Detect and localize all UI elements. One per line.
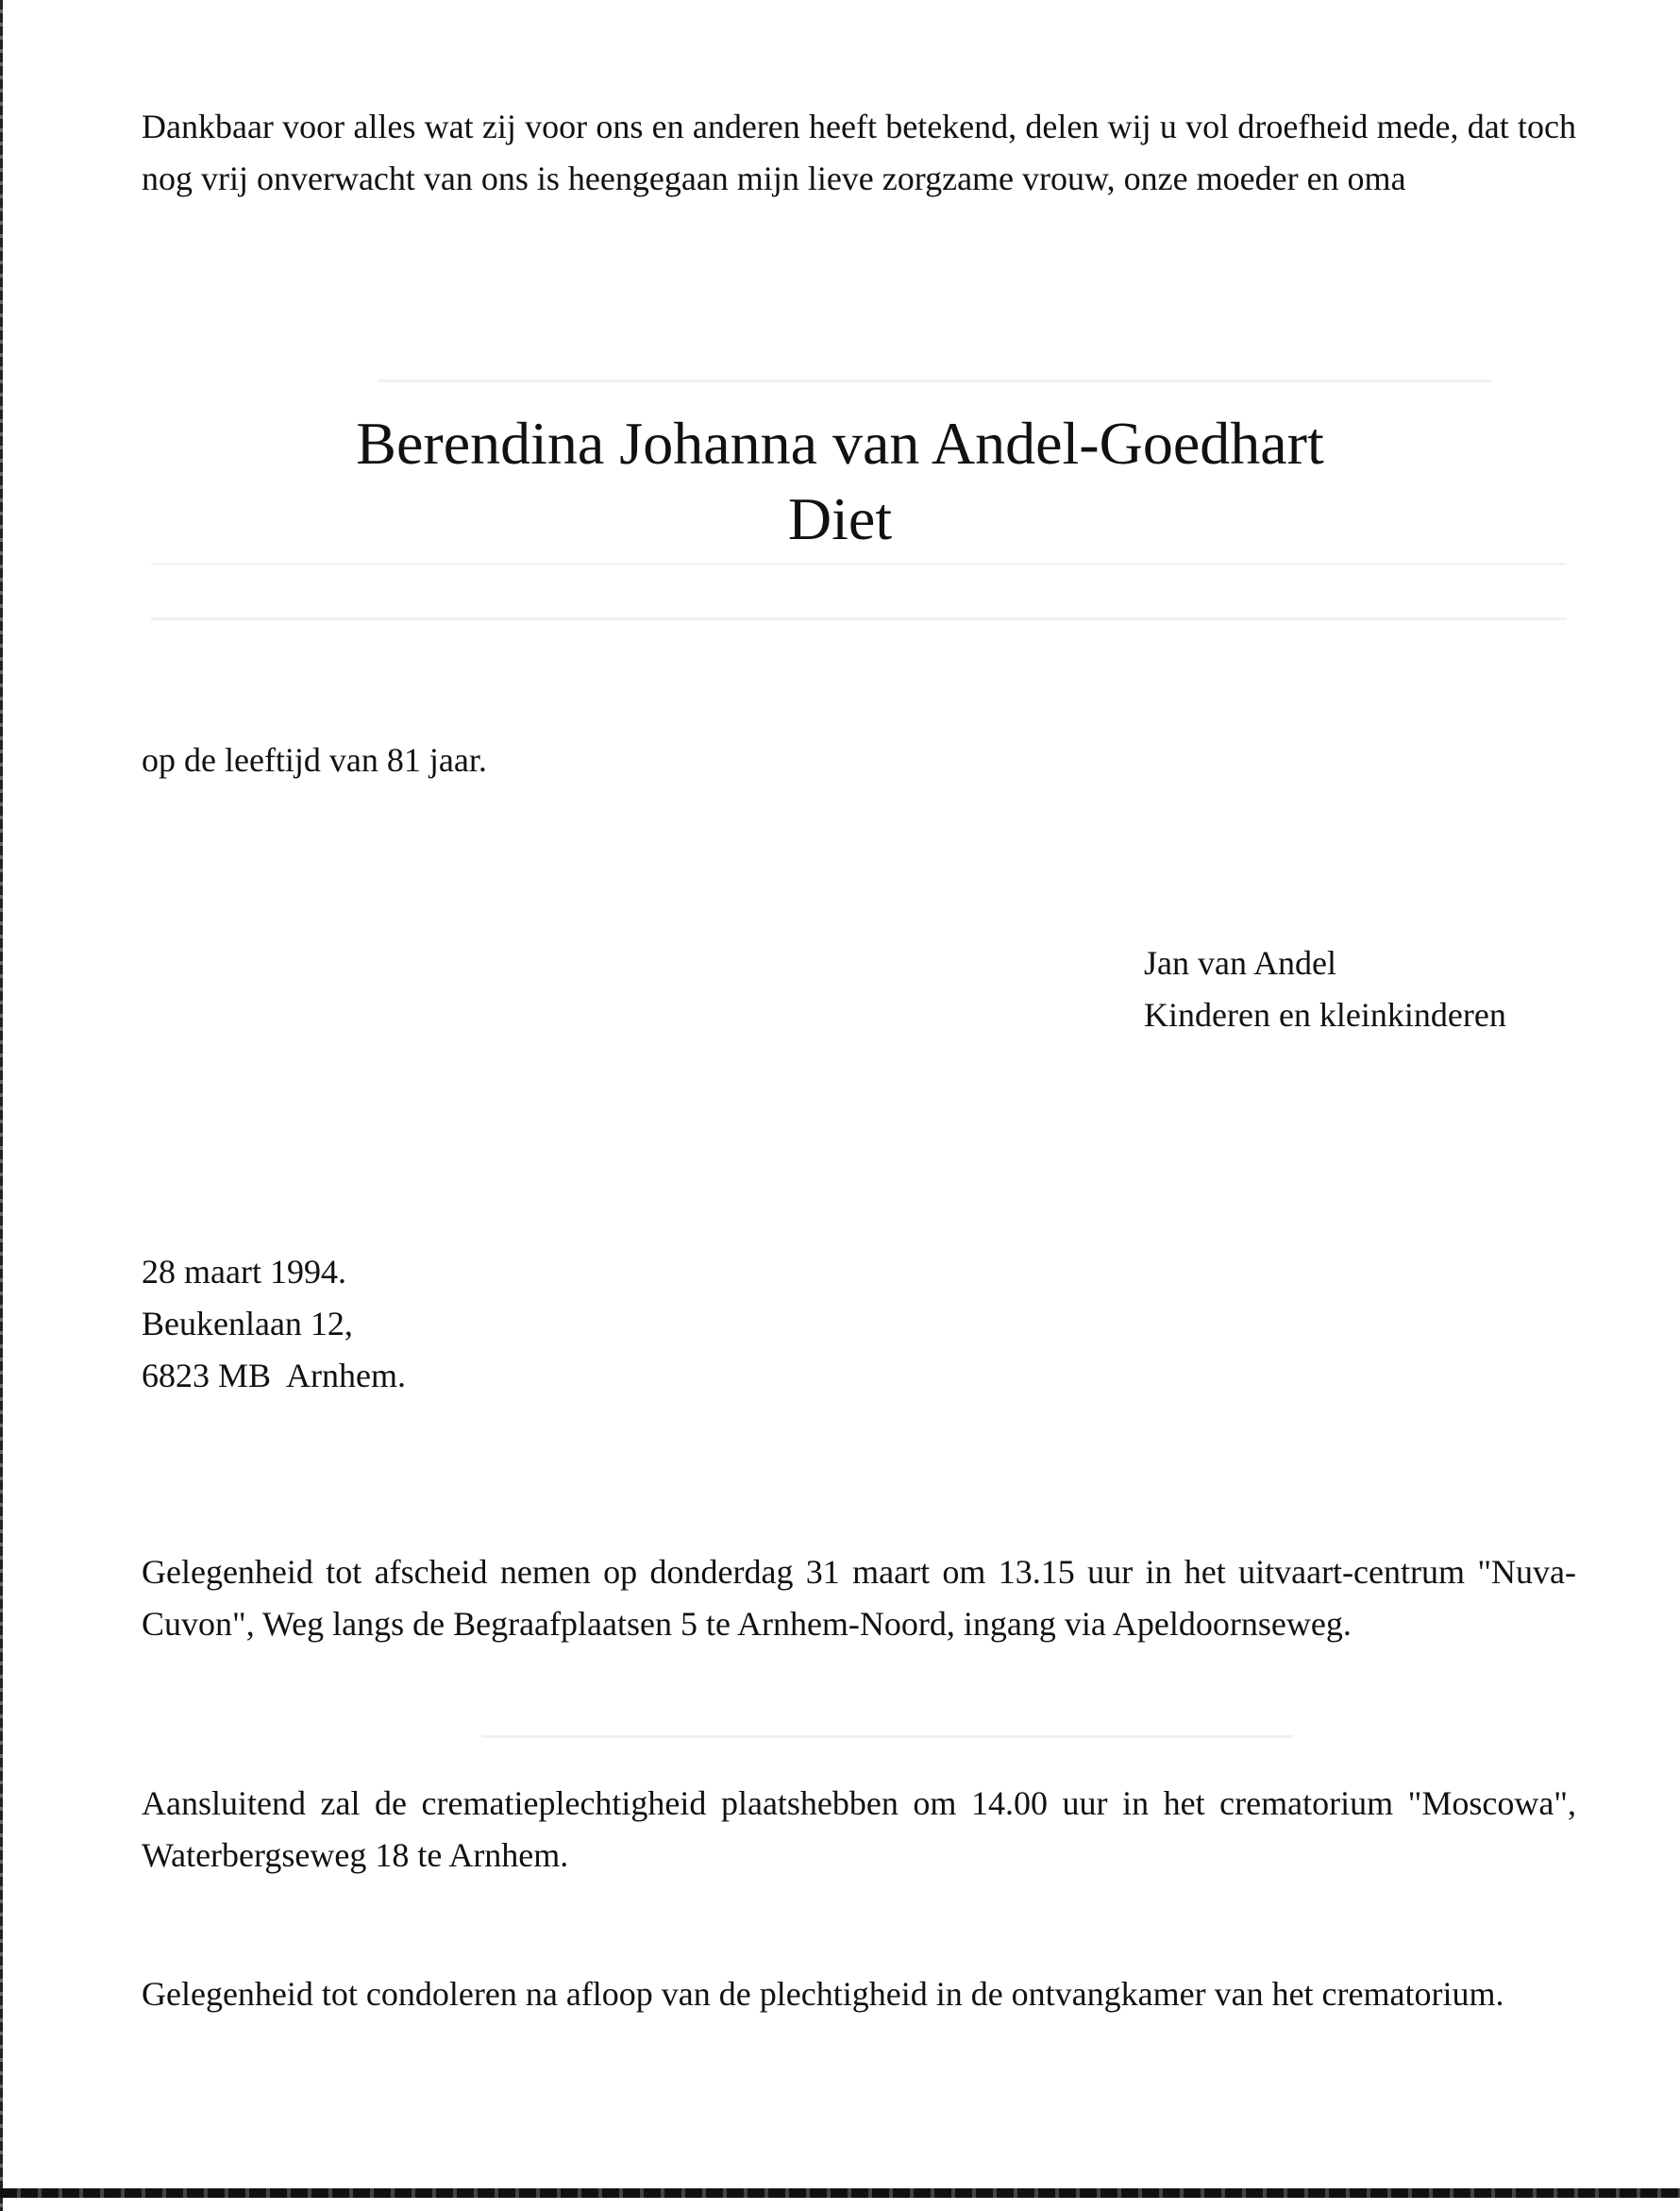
condolence-paragraph: Gelegenheid tot condoleren na afloop van de plechtigheid in de ontvangkamer van het crematorium. [142,1975,1504,2013]
scan-bottom-edge [0,2188,1680,2198]
signatory-family: Kinderen en kleinkinderen [1144,996,1506,1034]
announcement-date: 28 maart 1994. [142,1253,346,1291]
address-street: Beukenlaan 12, [142,1305,353,1342]
farewell-paragraph: Gelegenheid tot afscheid nemen op donderdag 31 maart om 13.15 uur in het uitvaart-centrum "Nuva-Cuvon", Weg langs de Begraafplaatsen 5 te Arnhem-Noord, ingang via Apeldoornseweg. [142,1553,1576,1643]
date-address-block [142,1246,406,1402]
address-postal-city: 6823 MB Arnhem. [142,1357,407,1394]
deceased-name-block [0,406,1680,557]
scan-noise [481,1735,1293,1738]
signatories [1144,937,1506,1041]
age-line: op de leeftijd van 81 jaar. [142,741,487,779]
cremation-paragraph: Aansluitend zal de crematieplechtigheid plaatshebben om 14.00 uur in het crematorium "Moscowa", Waterbergseweg 18 te Arnhem. [142,1784,1576,1874]
scan-noise [378,380,1491,382]
scan-left-edge [0,0,3,2211]
deceased-full-name: Berendina Johanna van Andel-Goedhart [356,410,1324,477]
signatory-spouse: Jan van Andel [1144,944,1336,982]
intro-paragraph: Dankbaar voor alles wat zij voor ons en anderen heeft betekend, delen wij u vol droefheid mede, dat toch nog vrij onverwacht van ons is heengegaan mijn lieve zorgzame vrouw, onze moeder en oma [142,108,1576,197]
scan-noise [151,617,1567,620]
deceased-nickname: Diet [787,485,893,552]
scan-noise [151,563,1567,565]
